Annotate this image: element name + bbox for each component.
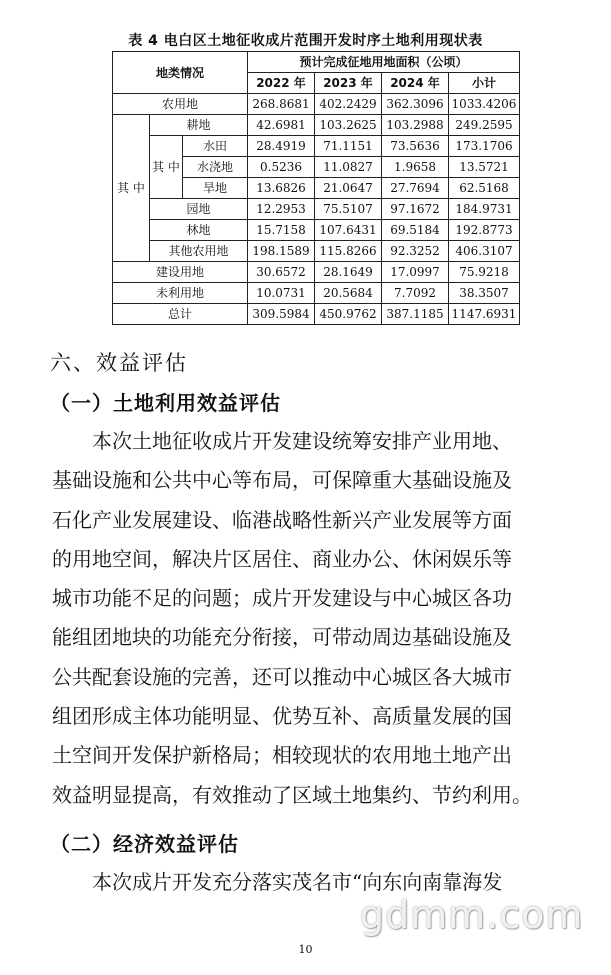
page-number: 10 xyxy=(298,943,313,956)
cell: 69.5184 xyxy=(382,220,449,241)
cell: 184.9731 xyxy=(449,199,520,220)
cell: 13.6826 xyxy=(248,178,315,199)
table-row xyxy=(113,283,520,304)
cell: 27.7694 xyxy=(382,178,449,199)
table-caption: 表 4 电白区土地征收成片范围开发时序土地利用现状表 xyxy=(128,33,483,49)
text-line: 石化产业发展建设、临港战略性新兴产业发展等方面 xyxy=(52,507,512,532)
cell: 1.9658 xyxy=(382,157,449,178)
row-label: 耕地 xyxy=(150,115,248,136)
row-label: 林地 xyxy=(150,220,248,241)
cell: 62.5168 xyxy=(449,178,520,199)
text-line: 城市功能不足的问题；成片开发建设与中心城区各功 xyxy=(52,586,512,611)
cell: 30.6572 xyxy=(248,262,315,283)
cell: 173.1706 xyxy=(449,136,520,157)
table-row xyxy=(113,199,520,220)
header-year-2024: 2024 年 xyxy=(382,73,449,94)
cell: 15.7158 xyxy=(248,220,315,241)
text-line: 本次成片开发充分落实茂名市“向东向南靠海发 xyxy=(92,870,503,894)
cell: 42.6981 xyxy=(248,115,315,136)
subsection-heading-land: （一）土地利用效益评估 xyxy=(50,391,281,415)
text-line: 土空间开发保护新格局；相较现状的农用地土地产出 xyxy=(52,743,512,768)
row-label: 其他农用地 xyxy=(150,241,248,262)
land-use-table xyxy=(112,51,520,325)
header-category: 地类情况 xyxy=(113,52,248,94)
cell: 249.2595 xyxy=(449,115,520,136)
cell: 28.1649 xyxy=(315,262,382,283)
cell: 73.5636 xyxy=(382,136,449,157)
row-label: 园地 xyxy=(150,199,248,220)
table-row xyxy=(113,115,520,136)
cell: 103.2988 xyxy=(382,115,449,136)
text-line: 公共配套设施的完善，还可以推动中心城区各大城市 xyxy=(52,664,512,689)
cell: 0.5236 xyxy=(248,157,315,178)
cell: 402.2429 xyxy=(315,94,382,115)
text-line: 基础设施和公共中心等布局，可保障重大基础设施及 xyxy=(52,468,512,493)
cell: 1147.6931 xyxy=(449,304,520,325)
cell: 103.2625 xyxy=(315,115,382,136)
text-line: 能组团地块的功能充分衔接，可带动周边基础设施及 xyxy=(52,625,512,650)
cell: 387.1185 xyxy=(382,304,449,325)
cell: 450.9762 xyxy=(315,304,382,325)
text-line: 的用地空间，解决片区居住、商业办公、休闲娱乐等 xyxy=(52,546,512,571)
table-row xyxy=(113,136,520,157)
watermark: gdmm.com xyxy=(360,893,584,937)
row-label: 未利用地 xyxy=(113,283,248,304)
table-row xyxy=(113,304,520,325)
cell: 1033.4206 xyxy=(449,94,520,115)
table-row xyxy=(113,220,520,241)
table-row xyxy=(113,241,520,262)
header-year-2023: 2023 年 xyxy=(315,73,382,94)
cell: 362.3096 xyxy=(382,94,449,115)
cell: 71.1151 xyxy=(315,136,382,157)
row-subgroup-label: 其 中 xyxy=(150,136,183,199)
cell: 20.5684 xyxy=(315,283,382,304)
cell: 75.9218 xyxy=(449,262,520,283)
header-subtotal: 小计 xyxy=(449,73,520,94)
paragraph-land-benefit xyxy=(52,422,586,815)
cell: 12.2953 xyxy=(248,199,315,220)
cell: 21.0647 xyxy=(315,178,382,199)
row-label: 总计 xyxy=(113,304,248,325)
cell: 10.0731 xyxy=(248,283,315,304)
cell: 17.0997 xyxy=(382,262,449,283)
cell: 115.8266 xyxy=(315,241,382,262)
cell: 92.3252 xyxy=(382,241,449,262)
cell: 75.5107 xyxy=(315,199,382,220)
text-line: 本次土地征收成片开发建设统筹安排产业用地、 xyxy=(92,429,512,453)
cell: 198.1589 xyxy=(248,241,315,262)
row-label: 农用地 xyxy=(113,94,248,115)
cell: 309.5984 xyxy=(248,304,315,325)
row-label: 建设用地 xyxy=(113,262,248,283)
text-line: 效益明显提高，有效推动了区域土地集约、节约利用。 xyxy=(52,782,532,807)
cell: 11.0827 xyxy=(315,157,382,178)
row-label: 水浇地 xyxy=(183,157,248,178)
cell: 7.7092 xyxy=(382,283,449,304)
section-heading: 六、效益评估 xyxy=(50,351,188,375)
table-row xyxy=(113,94,520,115)
cell: 107.6431 xyxy=(315,220,382,241)
cell: 97.1672 xyxy=(382,199,449,220)
row-group-label: 其 中 xyxy=(113,115,150,262)
header-group: 预计完成征地用地面积（公顷） xyxy=(248,52,520,73)
header-year-2022: 2022 年 xyxy=(248,73,315,94)
cell: 28.4919 xyxy=(248,136,315,157)
table-row xyxy=(113,262,520,283)
cell: 13.5721 xyxy=(449,157,520,178)
row-label: 水田 xyxy=(183,136,248,157)
cell: 406.3107 xyxy=(449,241,520,262)
cell: 268.8681 xyxy=(248,94,315,115)
row-label: 旱地 xyxy=(183,178,248,199)
cell: 38.3507 xyxy=(449,283,520,304)
cell: 192.8773 xyxy=(449,220,520,241)
subsection-heading-economic: （二）经济效益评估 xyxy=(50,832,239,856)
text-line: 组团形成主体功能明显、优势互补、高质量发展的国 xyxy=(52,704,512,729)
